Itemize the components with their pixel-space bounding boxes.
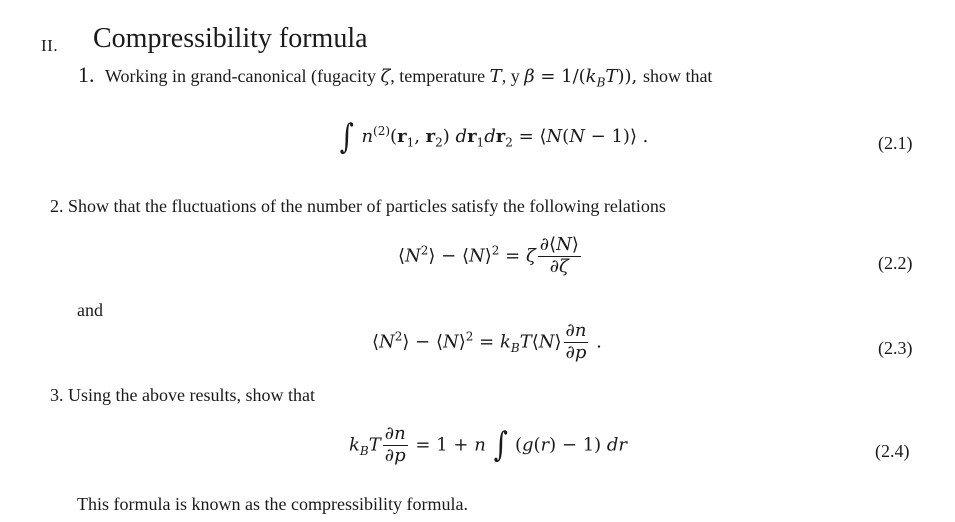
and-text: and [77, 300, 103, 320]
equation-2-4: $k_BT$ $\frac{\partial n}{\partial p}$ = 1 + n ∫ (g(r) − 1) dr [349, 423, 628, 466]
equation-number-2-1: (2.1) [878, 133, 913, 153]
section-title: Compressibility formula [93, 23, 368, 54]
equation-2-1: ∫ $n^{(2)}(r_1$, $r_2$) $dr_1dr_2$ = ⟨N(N − 1)⟩ . [339, 117, 649, 157]
item-2-text: 2. Show that the fluctuations of the number of particles satisfy the following relations [50, 196, 666, 216]
equation-number-2-4: (2.4) [875, 441, 910, 461]
item-1-text: Working in grand-canonical (fugacity ζ, temperature T, y $\beta = 1/(k_BT)$), show that [105, 66, 713, 90]
item-3-text: 3. Using the above results, show that [50, 385, 315, 405]
equation-number-2-2: (2.2) [878, 253, 913, 273]
item-1-number: 1. [78, 62, 95, 87]
closing-text: This formula is known as the compressibility formula. [77, 494, 468, 514]
equation-number-2-3: (2.3) [878, 338, 913, 358]
equation-2-2: $⟨N^2⟩$ − ⟨N⟩$^2$ = ζ $\frac{\partial⟨N⟩}{\partial\zeta}$ [398, 234, 579, 277]
section-number: II. [41, 36, 59, 55]
equation-2-3: $⟨N^2⟩$ − ⟨N⟩$^2$ = $k_BT⟨N⟩$ $\frac{\partial n}{\partial p}$ . [372, 320, 602, 363]
